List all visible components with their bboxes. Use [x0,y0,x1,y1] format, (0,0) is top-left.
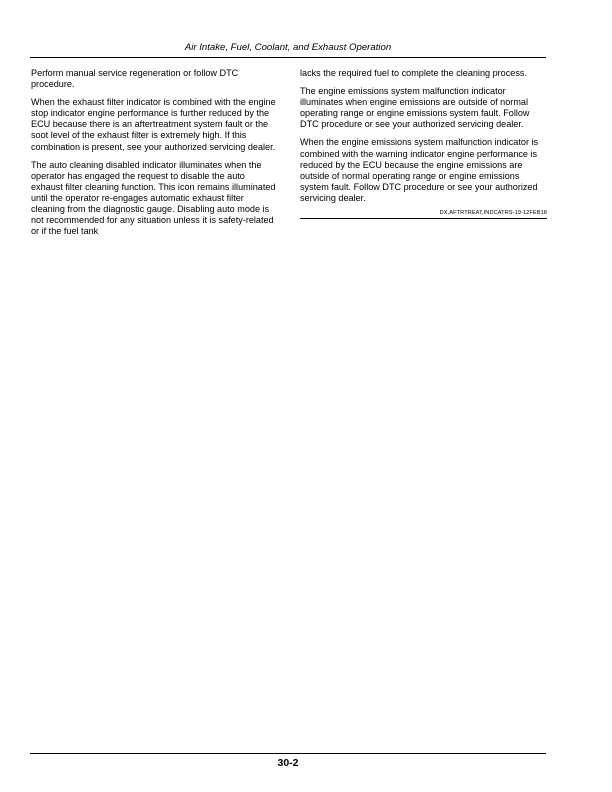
reference-divider [300,218,547,219]
paragraph: lacks the required fuel to complete the cleaning process. [300,68,527,78]
reference-code: DX,AFTRTREAT,INDCATRS-19-12FEB18 [439,210,547,217]
footer-divider [30,753,546,754]
paragraph: When the engine emissions system malfunction indicator is combined with the warning indicator engine performance is reduced by the ECU because the engine emissions are outside of normal operating range or engine emissions system fault. Follow DTC procedure or see your authorized servicing dealer. [300,137,539,203]
header-divider [30,57,546,58]
page-header-title: Air Intake, Fuel, Coolant, and Exhaust Operation [184,42,392,53]
page-number: 30-2 [277,757,299,769]
paragraph: Perform manual service regeneration or follow DTC procedure. [31,68,239,90]
left-column [31,68,278,244]
paragraph: The engine emissions system malfunction indicator illuminates when engine emissions are outside of normal operating range or engine emissions system fault. Follow DTC procedure or see your authorized servicing dealer. [300,86,530,130]
paragraph: When the exhaust filter indicator is combined with the engine stop indicator engine performance is further reduced by the ECU because there is an aftertreatment system fault or the soot level of the exhaust filter is extremely high. If this combination is present, see your authorized servicing dealer. [31,97,276,152]
paragraph: The auto cleaning disabled indicator illuminates when the operator has engaged the request to disable the auto exhaust filter cleaning function. This icon remains illuminated until the operator re-engages automatic exhaust filter cleaning from the diagnostic gauge. Disabling auto mode is not recommended for any situation unless it is safety-related or if the fuel tank [31,159,276,237]
right-column [300,68,547,219]
